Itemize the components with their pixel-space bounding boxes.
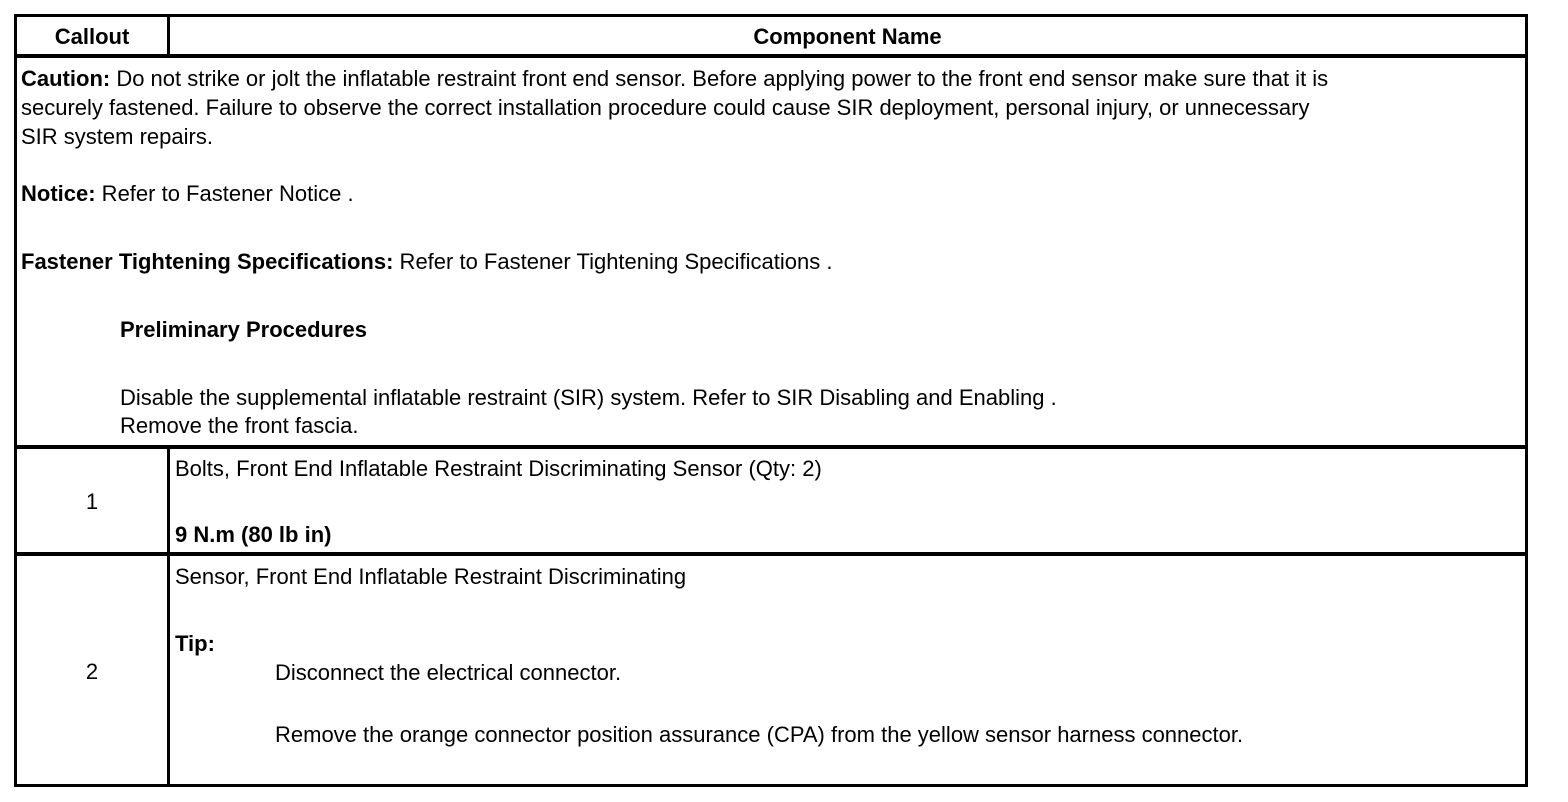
notice <box>21 179 354 208</box>
row-1-name: Bolts, Front End Inflatable Restraint Discriminating Sensor (Qty: 2) <box>175 456 822 481</box>
row-2-tip-2: Remove the orange connector position assurance (CPA) from the yellow sensor harness connector. <box>275 722 1244 747</box>
row-1-spec: 9 N.m (80 lb in) <box>175 522 332 547</box>
caution-line-2: securely fastened. Failure to observe the correct installation procedure could cause SIR deployment, personal injury, or unnecessary <box>21 95 1310 120</box>
caution-label: Caution: <box>21 66 111 91</box>
row-2-callout: 2 <box>85 659 99 684</box>
caution-line-3: SIR system repairs. <box>21 124 213 149</box>
caution-text: Do not strike or jolt the inflatable restraint front end sensor. Before applying power to the front end sensor make sure that it is <box>110 66 1329 91</box>
caution-line-1 <box>21 64 1328 93</box>
row-2-tip-label: Tip: <box>175 631 215 656</box>
fastener-text: Refer to Fastener Tightening Specifications . <box>393 249 833 274</box>
preliminary-step-2: Remove the front fascia. <box>120 413 359 438</box>
row-divider <box>17 552 1525 556</box>
notice-label: Notice: <box>21 181 96 206</box>
general-divider <box>17 445 1525 449</box>
row-1-callout: 1 <box>85 489 99 514</box>
header-component-name: Component Name <box>753 24 942 49</box>
preliminary-step-1: Disable the supplemental inflatable restraint (SIR) system. Refer to SIR Disabling and Enabling . <box>120 385 1057 410</box>
notice-text: Refer to Fastener Notice . <box>95 181 354 206</box>
fastener-spec <box>21 247 832 276</box>
component-table <box>14 14 1528 787</box>
fastener-label: Fastener Tightening Specifications: <box>21 249 394 274</box>
row-2-name: Sensor, Front End Inflatable Restraint Discriminating <box>175 564 687 589</box>
column-divider <box>167 447 170 787</box>
header-divider <box>17 54 1525 58</box>
header-callout: Callout <box>54 24 130 49</box>
row-2-tip-1: Disconnect the electrical connector. <box>275 660 622 685</box>
preliminary-heading: Preliminary Procedures <box>120 317 368 342</box>
